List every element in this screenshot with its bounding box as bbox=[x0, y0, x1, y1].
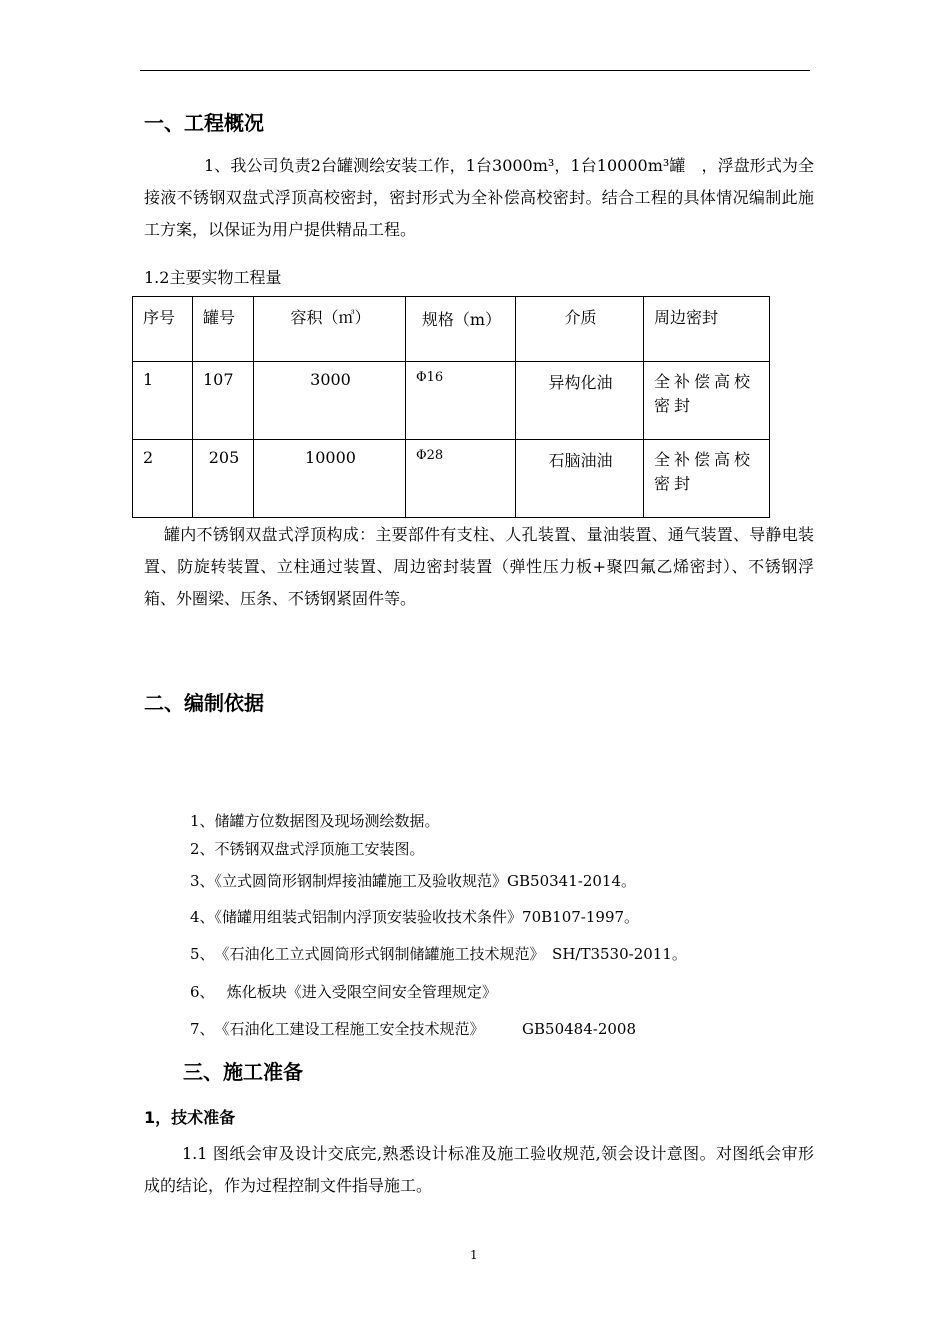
table-row bbox=[133, 440, 770, 518]
page-number: 1 bbox=[470, 1248, 478, 1262]
table-cell: 107 bbox=[193, 362, 254, 440]
overview-paragraph: 1、我公司负责2台罐测绘安装工作，1台3000m³，1台10000m³罐 ，浮盘形式为全接液不锈钢双盘式浮顶高校密封，密封形式为全补偿高校密封。结合工程的具体情况编制此施工方案，以保证为用户提供精品工程。 bbox=[144, 156, 814, 239]
table-cell: 全补偿高校密封 bbox=[644, 440, 770, 518]
header-cell: 容积（㎥） bbox=[254, 297, 406, 362]
quantity-table bbox=[132, 296, 770, 518]
technical-paragraph: 1.1 图纸会审及设计交底完,熟悉设计标准及施工验收规范,领会设计意图。对图纸会审形成的结论，作为过程控制文件指导施工。 bbox=[144, 1144, 814, 1195]
table-cell: 2 bbox=[133, 440, 193, 518]
basis-item: 4、《储罐用组装式铝制内浮顶安装验收技术条件》70B107-1997。 bbox=[190, 908, 640, 926]
table-cell: 3000 bbox=[254, 362, 406, 440]
table-cell: 石脑油油 bbox=[516, 440, 644, 518]
basis-item: 1、储罐方位数据图及现场测绘数据。 bbox=[190, 812, 440, 830]
composition-paragraph: 罐内不锈钢双盘式浮顶构成：主要部件有支柱、人孔装置、量油装置、通气装置、导静电装置、防旋转装置、立柱通过装置、周边密封装置（弹性压力板+聚四氟乙烯密封）、不锈钢浮箱、外圈梁、压条、不锈钢紧固件等。 bbox=[144, 525, 814, 608]
basis-item: 2、不锈钢双盘式浮顶施工安装图。 bbox=[190, 840, 425, 858]
header-cell: 周边密封 bbox=[644, 297, 770, 362]
header-cell: 介质 bbox=[516, 297, 644, 362]
basis-item: 6、 炼化板块《进入受限空间安全管理规定》 bbox=[190, 983, 497, 1001]
table-header-row bbox=[133, 297, 770, 362]
basis-item: 7、 《石油化工建设工程施工安全技术规范》 GB50484-2008 bbox=[190, 1020, 637, 1038]
table-cell: Φ28 bbox=[406, 440, 516, 518]
section-title-basis: 二、编制依据 bbox=[144, 691, 264, 715]
basis-item: 3、《立式圆筒形钢制焊接油罐施工及验收规范》GB50341-2014。 bbox=[190, 872, 637, 890]
table-row bbox=[133, 362, 770, 440]
subsection-title-technical: 1，技术准备 bbox=[144, 1108, 236, 1127]
section-title-overview: 一、工程概况 bbox=[144, 111, 264, 135]
table-cell: Φ16 bbox=[406, 362, 516, 440]
header-cell: 序号 bbox=[133, 297, 193, 362]
table-cell: 异构化油 bbox=[516, 362, 644, 440]
header-cell: 罐号 bbox=[193, 297, 254, 362]
section-title-preparation: 三、施工准备 bbox=[183, 1060, 303, 1084]
basis-item: 5、 《石油化工立式圆筒形式钢制储罐施工技术规范》 SH/T3530-2011。 bbox=[190, 945, 687, 963]
header-cell: 规格（m） bbox=[406, 297, 516, 362]
table-cell: 1 bbox=[133, 362, 193, 440]
table-title: 1.2主要实物工程量 bbox=[144, 268, 282, 287]
header-rule bbox=[140, 70, 810, 71]
table-cell: 205 bbox=[193, 440, 254, 518]
table-cell: 全补偿高校密封 bbox=[644, 362, 770, 440]
table-cell: 10000 bbox=[254, 440, 406, 518]
